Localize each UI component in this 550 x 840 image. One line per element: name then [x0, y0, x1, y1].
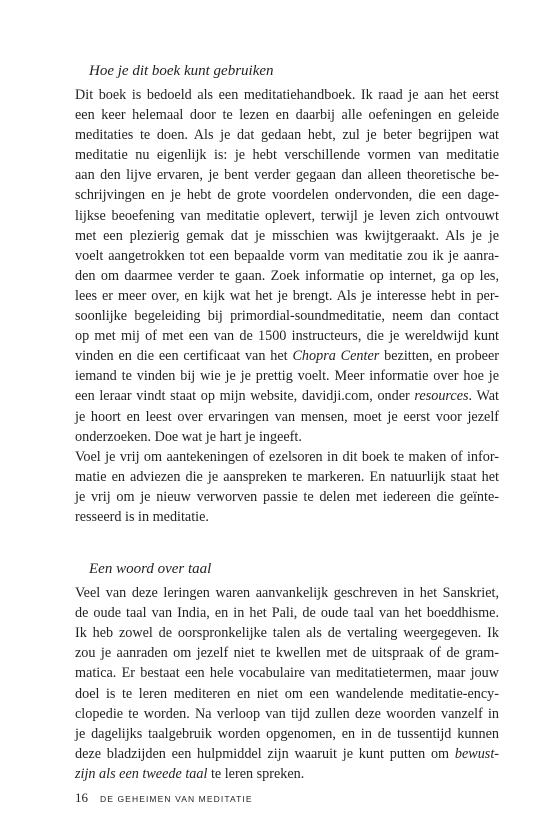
text-line: met een plezierig gemak dat je misschien was kwijtgeraakt. Als je je [75, 227, 499, 244]
page-number: 16 [75, 790, 88, 805]
text-run: deze bladzijden een hulpmiddel zijn waaruit je kunt putten om [75, 745, 455, 762]
section-heading: Hoe je dit boek kunt gebruiken [89, 63, 274, 79]
italic-text: zijn als een tweede taal [75, 765, 208, 782]
text-run: te leren spreken. [207, 765, 305, 782]
section-language [75, 560, 499, 784]
text-run: bezitten, en probeer [379, 348, 499, 365]
text-line: onderzoeken. Doe wat je hart je ingeeft. [75, 428, 302, 445]
text-line: je vrij om je nieuw verworven passie te delen met iedereen die geïnte- [75, 488, 499, 505]
italic-text: resources [414, 388, 469, 405]
text-line [75, 346, 499, 366]
italic-text: Chopra Center [292, 348, 380, 365]
italic-text: bewust- [454, 745, 499, 762]
text-line: iemand te vinden bij wie je je prettig voelt. Meer informatie over hoe je [75, 368, 499, 385]
text-line: matie en adviezen die je aanspreken te markeren. En natuurlijk staat het [75, 468, 499, 485]
text-line: clopedie te worden. Na verloop van tijd zullen deze woorden vanzelf in [75, 705, 499, 722]
text-line: schrijvingen en je hebt de grote voordelen ondervonden, die een dage- [75, 187, 499, 204]
text-line: lijkse beoefening van meditatie oplevert, terwijl je leven zich ontvouwt [75, 207, 499, 224]
text-run: vinden en die een certificaat van het [75, 348, 293, 365]
text-line: Dit boek is bedoeld als een meditatiehandboek. Ik raad je aan het eerst [75, 87, 499, 103]
text-line [75, 764, 499, 784]
text-line: Voel je vrij om aantekeningen of ezelsoren in dit boek te maken of infor- [75, 448, 499, 465]
paragraph-language [75, 583, 499, 784]
section-how-to-use [75, 62, 499, 527]
text-line: je hoort en leest over ervaringen van mensen, moet je eerst voor jezelf [75, 408, 499, 425]
text-run: een leraar vindt staat op mijn website, davidji.com, onder [75, 388, 415, 405]
text-line [75, 386, 499, 406]
text-line: soonlijke begeleiding bij primordial-soundmeditatie, neem dan contact [75, 308, 499, 325]
paragraph-intro [75, 85, 499, 447]
section-heading: Een woord over taal [89, 561, 212, 578]
running-title: DE GEHEIMEN VAN MEDITATIE [100, 794, 253, 804]
text-line: je dagelijks taalgebruik worden opgenomen, en in de tussentijd kunnen [75, 725, 499, 742]
text-line: Veel van deze leringen waren aanvankelijk geschreven in het Sanskriet, [75, 585, 499, 602]
text-line: meditaties te doen. Als je dat gedaan hebt, zul je beter begrijpen wat [75, 127, 499, 144]
text-line: op met mij of met een van de 1500 instructeurs, die je wereldwijd kunt [75, 328, 499, 345]
text-line: zou je aanraden om jezelf niet te kwellen met de uitspraak of de gram- [75, 645, 499, 662]
text-line [75, 744, 499, 764]
page-body [75, 62, 499, 784]
text-line: Ik heb zowel de oorspronkelijke talen als de vertaling weergegeven. Ik [75, 625, 499, 642]
text-line: een keer helemaal door te lezen en daarbij alle oefeningen en geleide [75, 107, 499, 124]
text-run: . Wat [468, 388, 499, 405]
page-footer [75, 790, 253, 806]
paragraph-notes [75, 447, 499, 527]
text-line: de oude taal van India, en in het Pali, de oude taal van het boeddhisme. [75, 605, 499, 622]
text-line: resseerd is in meditatie. [75, 508, 209, 525]
text-line: matica. Er bestaat een hele vocabulaire van meditatietermen, maar jouw [75, 665, 499, 682]
text-line: den om daarmee verder te gaan. Zoek informatie op internet, ga op les, [75, 267, 499, 284]
text-line: meditatie nu eigenlijk is: je hebt verschillende vormen van meditatie [75, 147, 499, 164]
text-line: lees er meer over, en kijk wat het je brengt. Als je interesse hebt in per- [75, 287, 499, 304]
text-line: doel is te leren mediteren en niet om een wandelende meditatie-ency- [75, 685, 499, 702]
text-line: voelt aangetrokken tot een bepaalde vorm van meditatie zou ik je aanra- [75, 247, 499, 264]
text-line: aan den lijve ervaren, je bent verder gegaan dan alleen theoretische be- [75, 167, 499, 184]
